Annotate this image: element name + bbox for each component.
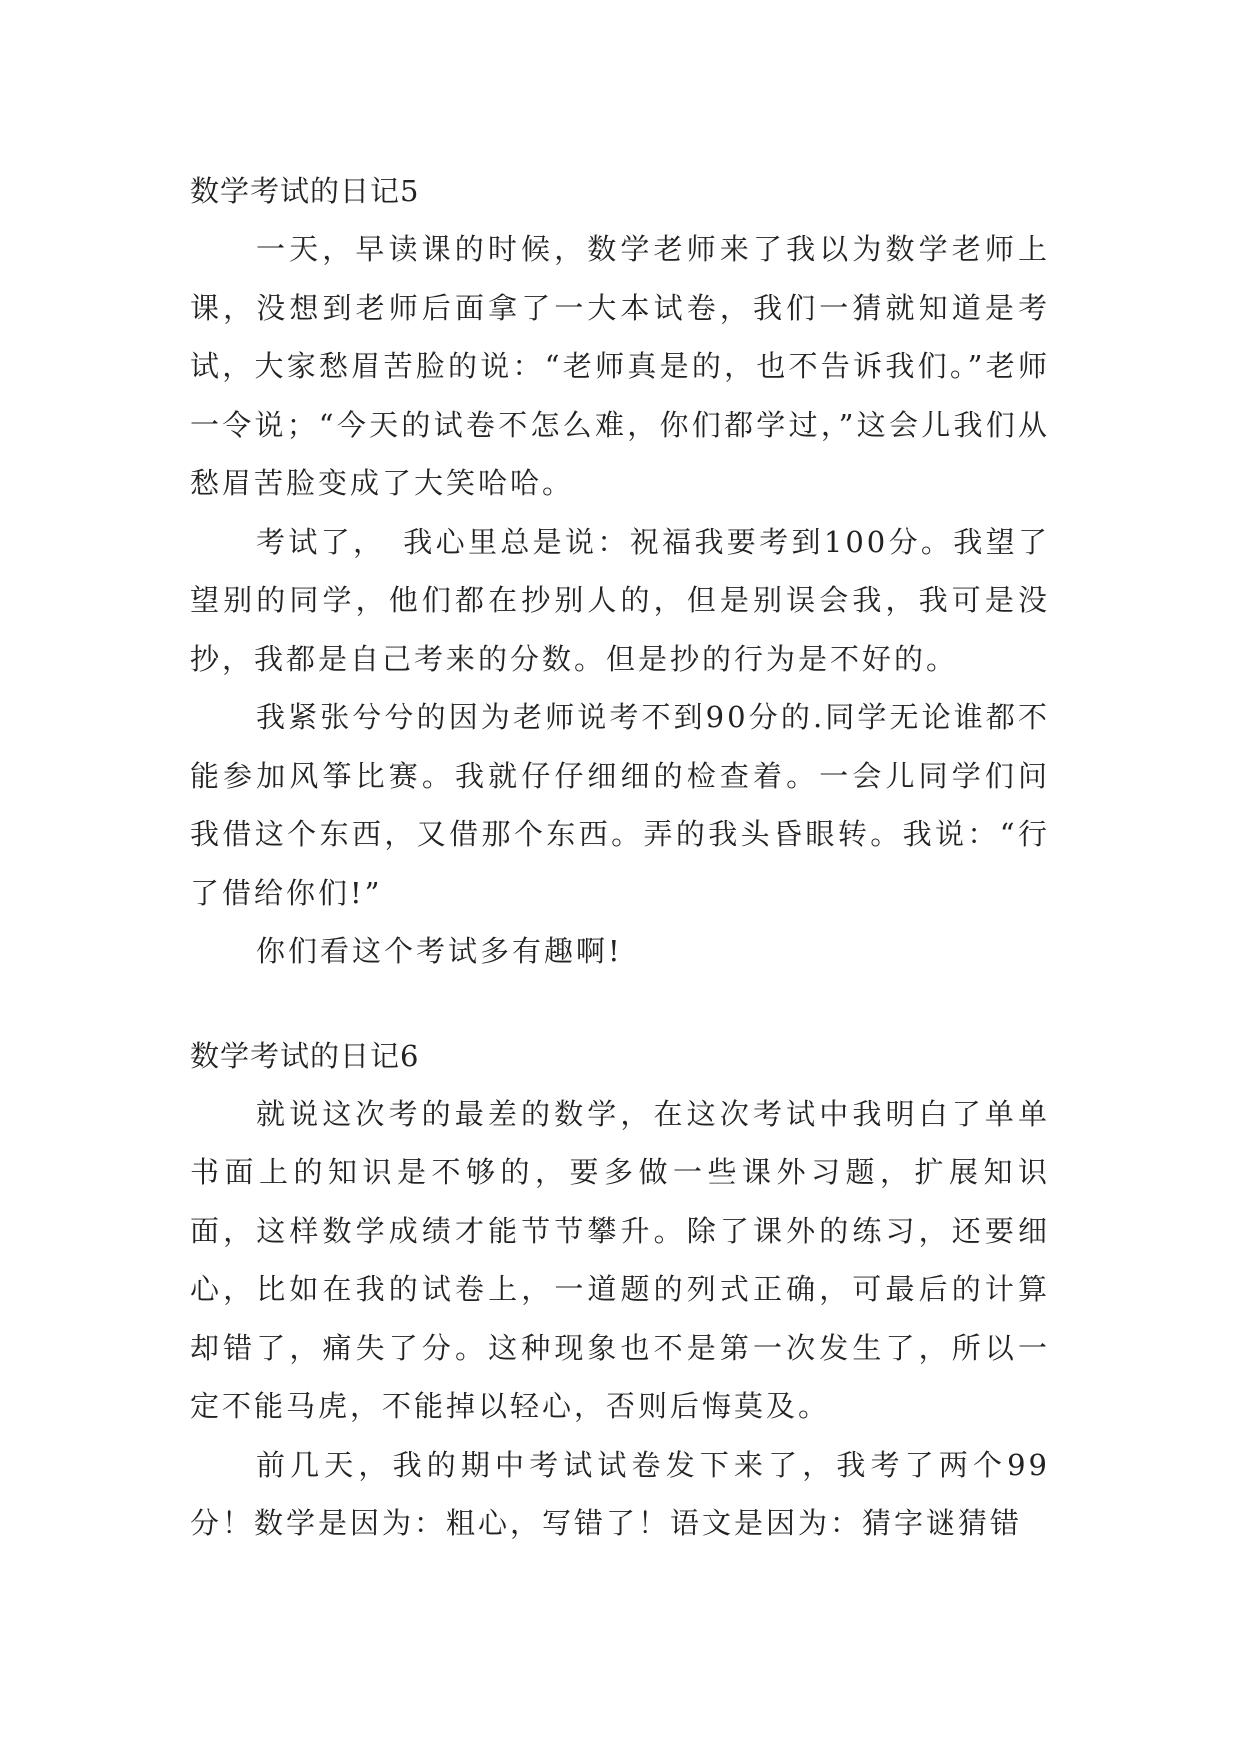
paragraph: 你们看这个考试多有趣啊! bbox=[256, 934, 623, 968]
entry-title: 数学考试的日记5 bbox=[190, 174, 420, 208]
paragraph: 一天，早读课的时候，数学老师来了我以为数学老师上课，没想到老师后面拿了一大本试卷，我们一猜就知道是考试，大家愁眉苦脸的说：“老师真是的，也不告诉我们。”老师一令说；“今天的试卷不怎么难，你们都学过，”这会儿我们从愁眉苦脸变成了大笑哈哈。 bbox=[190, 232, 1050, 500]
paragraph: 就说这次考的最差的数学，在这次考试中我明白了单单书面上的知识是不够的，要多做一些课外习题，扩展知识面，这样数学成绩才能节节攀升。除了课外的练习，还要细心，比如在我的试卷上，一道题的列式正确，可最后的计算却错了，痛失了分。这种现象也不是第一次发生了，所以一定不能马虎，不能掉以轻心，否则后悔莫及。 bbox=[190, 1096, 1050, 1423]
diary-entry-6 bbox=[190, 1027, 1050, 1553]
paragraph: 我紧张兮兮的因为老师说考不到90分的.同学无论谁都不能参加风筝比赛。我就仔仔细细的检查着。一会儿同学们问我借这个东西，又借那个东西。弄的我头昏眼转。我说：“行了借给你们!” bbox=[190, 700, 1050, 910]
entry-title: 数学考试的日记6 bbox=[190, 1038, 420, 1073]
paragraph: 考试了， 我心里总是说：祝福我要考到100分。我望了望别的同学，他们都在抄别人的，但是别误会我，我可是没抄，我都是自己考来的分数。但是抄的行为是不好的。 bbox=[190, 524, 1050, 676]
document-page bbox=[190, 162, 1050, 1553]
diary-entry-5 bbox=[190, 162, 1050, 981]
paragraph: 前几天，我的期中考试试卷发下来了，我考了两个99分！数学是因为：粗心，写错了！语文是因为：猜字谜猜错 bbox=[190, 1447, 1050, 1540]
